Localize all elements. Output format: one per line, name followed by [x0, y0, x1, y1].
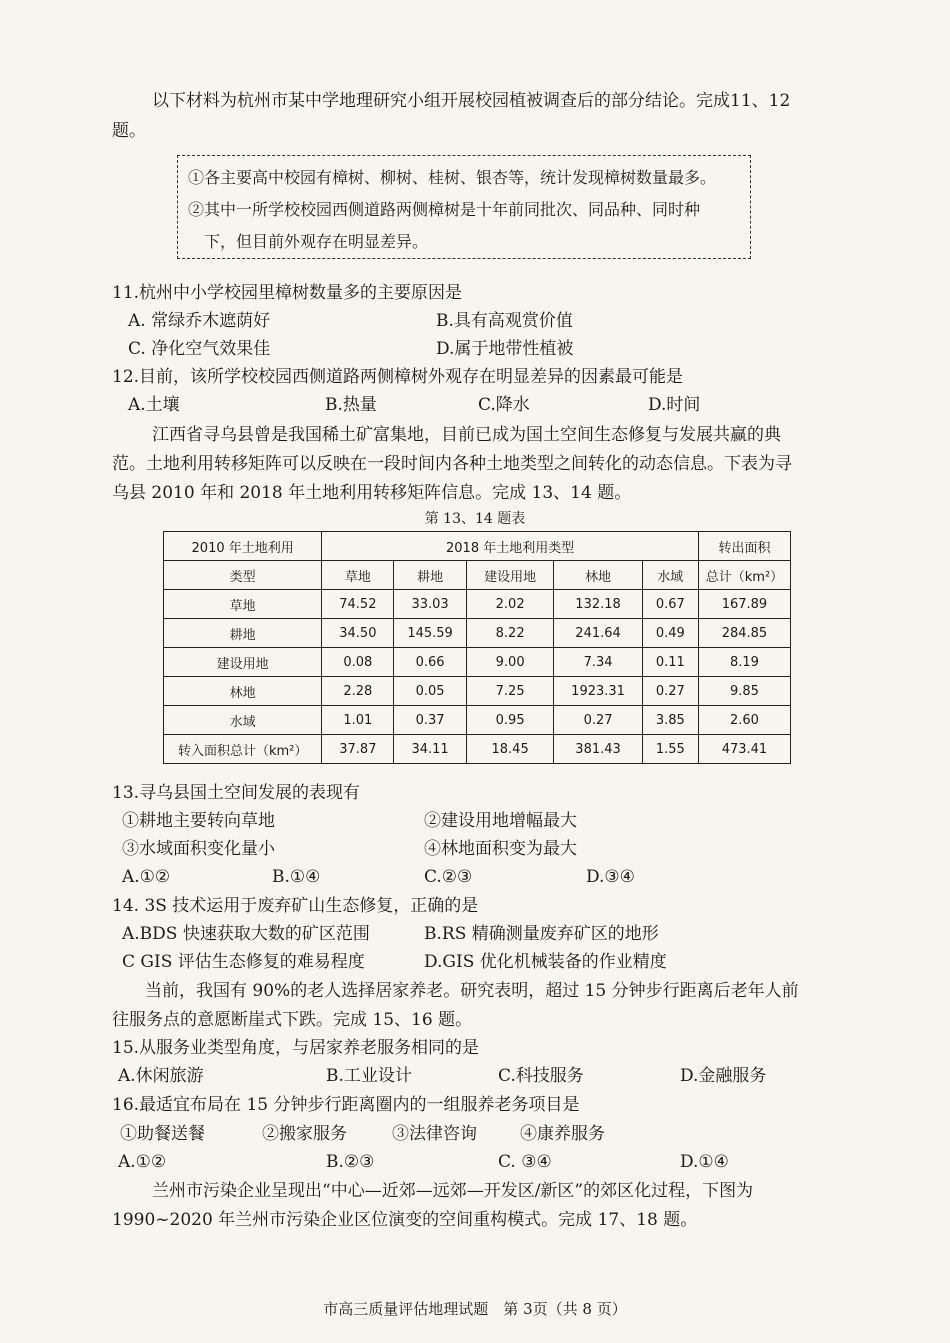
corner-header-top: 2010 年土地利用	[164, 532, 322, 561]
col-header: 耕地	[394, 561, 466, 590]
row-label: 转入面积总计（km²）	[164, 735, 322, 764]
cell: 167.89	[698, 590, 790, 619]
q16-item-4: ④康养服务	[520, 1124, 605, 1144]
survey-conclusions-box	[177, 155, 751, 259]
cell: 0.08	[322, 648, 394, 677]
q13-option-a: A.①②	[122, 867, 171, 887]
cell: 9.85	[698, 677, 790, 706]
q11-option-b: B.具有高观赏价值	[436, 311, 573, 331]
q14-option-c: C GIS 评估生态修复的难易程度	[122, 952, 365, 972]
q16-option-c: C. ③④	[498, 1152, 552, 1172]
cell: 132.18	[554, 590, 642, 619]
cell: 2.02	[466, 590, 554, 619]
intro-13-14-line3: 乌县 2010 年和 2018 年土地利用转移矩阵信息。完成 13、14 题。	[112, 483, 632, 503]
intro-13-14-line2: 范。土地利用转移矩阵可以反映在一段时间内各种土地类型之间转化的动态信息。下表为寻	[112, 454, 792, 474]
col-header: 水域	[642, 561, 698, 590]
land-use-transfer-table	[163, 531, 791, 764]
cell: 1.55	[642, 735, 698, 764]
q16-option-d: D.①④	[680, 1152, 729, 1172]
cell: 33.03	[394, 590, 466, 619]
q13-option-d: D.③④	[586, 867, 635, 887]
table-row	[164, 619, 791, 648]
q14-option-b: B.RS 精确测量废弃矿区的地形	[424, 924, 659, 944]
table-header-row-2	[164, 561, 791, 590]
q13-stem: 13.寻乌县国土空间发展的表现有	[112, 783, 361, 803]
col-header: 草地	[322, 561, 394, 590]
cell: 34.50	[322, 619, 394, 648]
corner-header-bottom: 类型	[164, 561, 322, 590]
cell: 0.11	[642, 648, 698, 677]
cell: 2.28	[322, 677, 394, 706]
table-header-row-1	[164, 532, 791, 561]
cell: 34.11	[394, 735, 466, 764]
q12-option-d: D.时间	[648, 395, 701, 415]
col-header: 建设用地	[466, 561, 554, 590]
q11-option-a: A. 常绿乔木遮荫好	[128, 311, 271, 331]
cell: 284.85	[698, 619, 790, 648]
q15-option-c: C.科技服务	[498, 1066, 584, 1086]
table-row	[164, 648, 791, 677]
cell: 0.05	[394, 677, 466, 706]
intro-15-16-line2: 往服务点的意愿断崖式下跌。完成 15、16 题。	[112, 1010, 473, 1030]
q16-item-1: ①助餐送餐	[120, 1124, 205, 1144]
conclusion-2b: 下，但目前外观存在明显差异。	[204, 232, 429, 251]
q12-option-a: A.土壤	[128, 395, 180, 415]
cell: 18.45	[466, 735, 554, 764]
table-row	[164, 735, 791, 764]
q15-option-b: B.工业设计	[326, 1066, 412, 1086]
cell: 7.34	[554, 648, 642, 677]
page-footer: 市高三质量评估地理试题 第 3页（共 8 页）	[323, 1300, 627, 1318]
row-label: 草地	[164, 590, 322, 619]
table-row	[164, 677, 791, 706]
cell: 3.85	[642, 706, 698, 735]
q15-option-a: A.休闲旅游	[118, 1066, 204, 1086]
q15-stem: 15.从服务业类型角度，与居家养老服务相同的是	[112, 1038, 480, 1058]
q16-item-2: ②搬家服务	[262, 1124, 347, 1144]
col-header: 林地	[554, 561, 642, 590]
intro-11-12-line1: 以下材料为杭州市某中学地理研究小组开展校园植被调查后的部分结论。完成11、12	[152, 91, 791, 111]
cell: 74.52	[322, 590, 394, 619]
cell: 8.22	[466, 619, 554, 648]
cell: 0.95	[466, 706, 554, 735]
table-row	[164, 706, 791, 735]
q13-statement-4: ④林地面积变为最大	[424, 839, 577, 859]
cell: 0.66	[394, 648, 466, 677]
cell: 7.25	[466, 677, 554, 706]
conclusion-2a: ②其中一所学校校园西侧道路两侧樟树是十年前同批次、同品种、同时种	[188, 200, 701, 219]
intro-15-16-line1: 当前，我国有 90%的老人选择居家养老。研究表明，超过 15 分钟步行距离后老年人前	[145, 981, 799, 1001]
out-total-header-top: 转出面积	[698, 532, 790, 561]
q15-option-d: D.金融服务	[680, 1066, 767, 1086]
q11-option-c: C. 净化空气效果佳	[128, 339, 271, 359]
q16-stem: 16.最适宜布局在 15 分钟步行距离圈内的一组服养老务项目是	[112, 1095, 580, 1115]
cell: 241.64	[554, 619, 642, 648]
cell: 9.00	[466, 648, 554, 677]
cell: 381.43	[554, 735, 642, 764]
cell: 8.19	[698, 648, 790, 677]
cell: 0.27	[554, 706, 642, 735]
row-label: 建设用地	[164, 648, 322, 677]
row-label: 林地	[164, 677, 322, 706]
intro-13-14-line1: 江西省寻乌县曾是我国稀土矿富集地，目前已成为国土空间生态修复与发展共赢的典	[152, 425, 781, 445]
cell: 0.67	[642, 590, 698, 619]
table-caption: 第 13、14 题表	[424, 511, 526, 527]
cell: 0.27	[642, 677, 698, 706]
q13-statement-3: ③水域面积变化量小	[122, 839, 275, 859]
cell: 1923.31	[554, 677, 642, 706]
row-label: 耕地	[164, 619, 322, 648]
q12-option-b: B.热量	[325, 395, 377, 415]
cell: 473.41	[698, 735, 790, 764]
cell: 37.87	[322, 735, 394, 764]
q16-option-b: B.②③	[326, 1152, 375, 1172]
intro-17-18-line2: 1990~2020 年兰州市污染企业区位演变的空间重构模式。完成 17、18 题。	[112, 1210, 698, 1230]
q14-option-d: D.GIS 优化机械装备的作业精度	[424, 952, 667, 972]
cell: 0.37	[394, 706, 466, 735]
q16-item-3: ③法律咨询	[392, 1124, 477, 1144]
q11-option-d: D.属于地带性植被	[436, 339, 574, 359]
q13-statement-1: ①耕地主要转向草地	[122, 811, 275, 831]
cell: 2.60	[698, 706, 790, 735]
cell: 145.59	[394, 619, 466, 648]
intro-17-18-line1: 兰州市污染企业呈现出“中心—近郊—远郊—开发区/新区”的郊区化过程，下图为	[152, 1181, 754, 1201]
cell: 1.01	[322, 706, 394, 735]
q13-option-b: B.①④	[272, 867, 321, 887]
cell: 0.49	[642, 619, 698, 648]
q14-option-a: A.BDS 快速获取大数的矿区范围	[122, 924, 370, 944]
q13-statement-2: ②建设用地增幅最大	[424, 811, 577, 831]
q11-stem: 11.杭州中小学校园里樟树数量多的主要原因是	[112, 283, 463, 303]
q16-option-a: A.①②	[118, 1152, 167, 1172]
q14-stem: 14. 3S 技术运用于废弃矿山生态修复，正确的是	[112, 896, 479, 916]
intro-11-12-line2: 题。	[112, 121, 146, 141]
conclusion-1: ①各主要高中校园有樟树、柳树、桂树、银杏等，统计发现樟树数量最多。	[188, 168, 717, 187]
row-label: 水域	[164, 706, 322, 735]
out-total-header-bottom: 总计（km²）	[698, 561, 790, 590]
q12-option-c: C.降水	[478, 395, 530, 415]
table-row	[164, 590, 791, 619]
q12-stem: 12.目前，该所学校校园西侧道路两侧樟树外观存在明显差异的因素最可能是	[112, 367, 684, 387]
group-header: 2018 年土地利用类型	[322, 532, 699, 561]
q13-option-c: C.②③	[424, 867, 473, 887]
